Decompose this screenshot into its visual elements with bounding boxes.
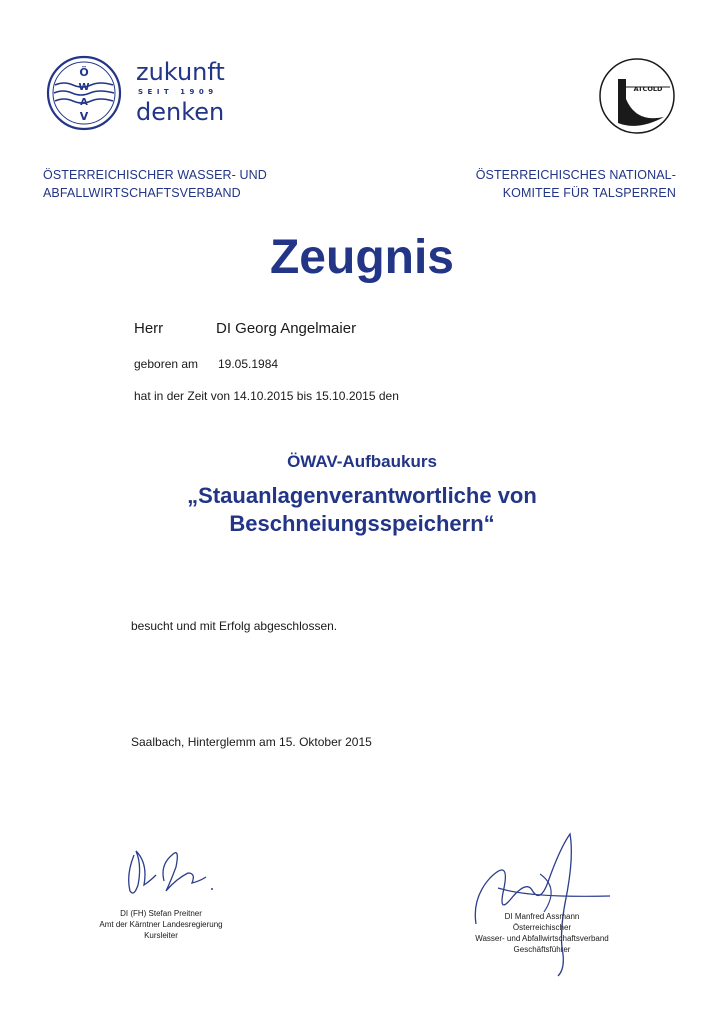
completion-text: besucht und mit Erfolg abgeschlossen. <box>131 619 338 633</box>
course-title-line1: „Stauanlagenverantwortliche von <box>187 483 537 508</box>
org-left-line1: ÖSTERREICHISCHER WASSER- UND <box>43 168 267 182</box>
signature-left <box>120 825 230 905</box>
signatory-left-name: DI (FH) Stefan Preitner <box>120 909 202 918</box>
org-right-line2: KOMITEE FÜR TALSPERREN <box>502 186 676 200</box>
seal-letter: V <box>79 110 89 123</box>
atcold-label: ATCOLD <box>633 85 663 93</box>
course-name: ÖWAV-Aufbaukurs <box>287 452 437 471</box>
org-left-line2: ABFALLWIRTSCHAFTSVERBAND <box>43 186 241 200</box>
owav-seal-icon <box>46 55 122 131</box>
signatory-right-role2: Wasser- und Abfallwirtschaftsverband <box>475 934 609 943</box>
seal-letter: A <box>80 97 88 108</box>
atcold-emblem-icon <box>598 57 676 135</box>
place-date: Saalbach, Hinterglemm am 15. Oktober 2015 <box>131 735 372 749</box>
signatory-right-caption <box>452 911 632 955</box>
certificate-title: Zeugnis <box>269 231 454 284</box>
signatory-right-role1: Österreichischer <box>512 923 572 932</box>
logo-word-denken: denken <box>136 98 225 126</box>
seal-letter: W <box>78 82 90 93</box>
signatory-left-role2: Kursleiter <box>144 931 178 940</box>
course-title <box>0 482 724 538</box>
signature-right-scribble <box>470 828 620 978</box>
signatory-right-name: DI Manfred Assmann <box>504 912 580 921</box>
salutation: Herr <box>134 320 164 337</box>
logo-word-seit: SEIT 1909 <box>138 88 218 96</box>
born-label: geboren am <box>134 357 199 371</box>
seal-letter: Ö <box>79 66 89 79</box>
owav-logo <box>46 55 236 135</box>
period-text: hat in der Zeit von 14.10.2015 bis 15.10.2015 den <box>134 389 399 403</box>
org-right-line1: ÖSTERREICHISCHES NATIONAL- <box>475 168 676 182</box>
born-date: 19.05.1984 <box>218 357 279 371</box>
org-left <box>43 166 267 202</box>
recipient-name: DI Georg Angelmaier <box>216 320 357 337</box>
signatory-right-role3: Geschäftsführer <box>513 945 571 954</box>
signatory-left-role1: Amt der Kärntner Landesregierung <box>99 920 223 929</box>
signature-left-scribble <box>120 825 230 905</box>
course-title-line2: Beschneiungsspeichern“ <box>229 511 495 536</box>
atcold-logo <box>598 57 676 135</box>
signatory-left-caption <box>76 908 246 941</box>
logo-word-zukunft: zukunft <box>136 58 225 86</box>
signature-right <box>470 828 620 978</box>
org-right <box>476 166 676 202</box>
